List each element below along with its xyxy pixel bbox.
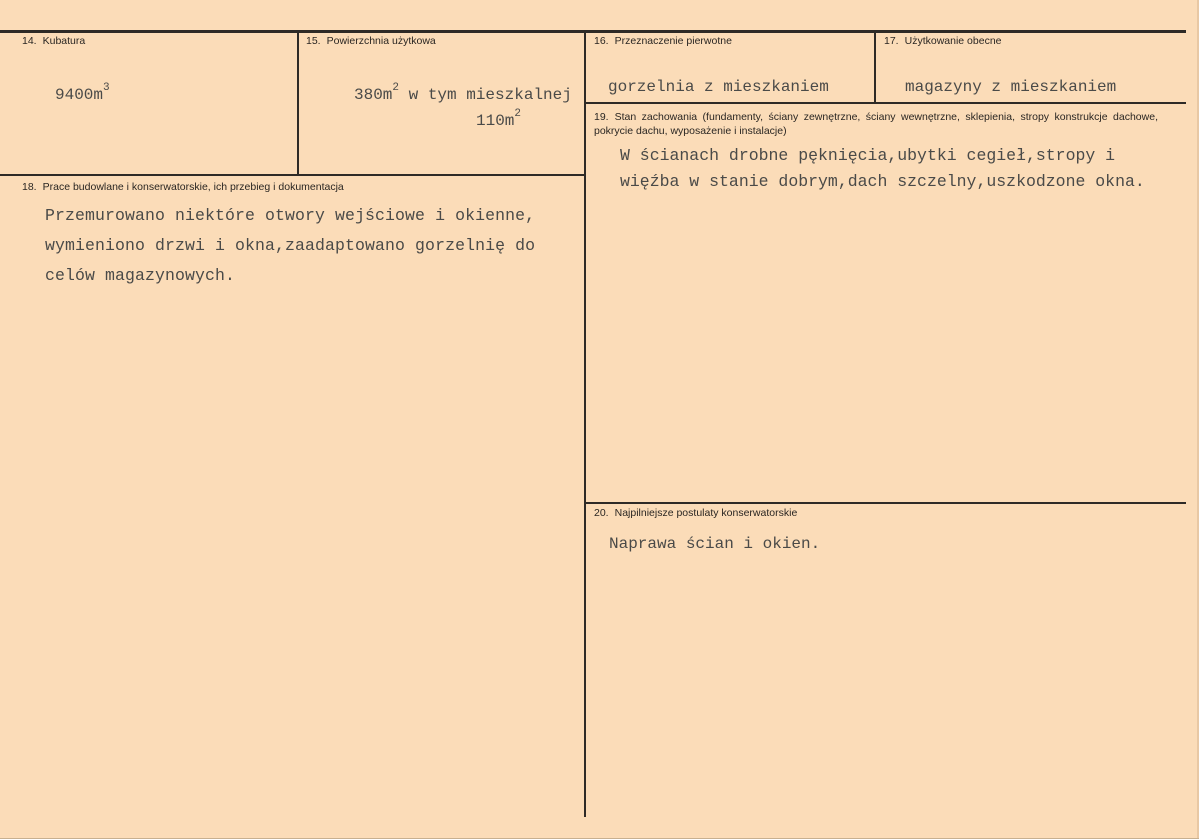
field-15-number: 15. bbox=[306, 35, 321, 47]
field-16-title: Przeznaczenie pierwotne bbox=[614, 35, 732, 47]
field-17-value: magazyny z mieszkaniem bbox=[905, 78, 1117, 96]
field-19-text bbox=[620, 143, 1145, 195]
field-20-label bbox=[594, 507, 797, 519]
field-20-title: Najpilniejsze postulaty konserwatorskie bbox=[614, 507, 798, 519]
field-20-value: Naprawa ścian i okien. bbox=[609, 535, 821, 553]
rule-under-16-17 bbox=[585, 102, 1186, 104]
field-18-title: Prace budowlane i konserwatorskie, ich przebieg i dokumentacja bbox=[42, 181, 344, 193]
divider-14-15 bbox=[297, 32, 299, 175]
field-17-number: 17. bbox=[884, 35, 899, 47]
area-residential-value: 110m bbox=[476, 112, 515, 130]
area-total-value: 380m bbox=[354, 86, 393, 104]
field-15-value-line2 bbox=[476, 108, 522, 130]
field-18-line-2: wymieniono drzwi i okna,zaadaptowano gorzelnię do bbox=[45, 236, 536, 255]
field-15-value-line1 bbox=[354, 82, 572, 104]
field-19-line-1: W ścianach drobne pęknięcia,ubytki cegieł,stropy i bbox=[620, 146, 1116, 165]
field-14-value bbox=[55, 82, 110, 104]
area-residential-exponent: 2 bbox=[514, 108, 522, 120]
field-19-label bbox=[594, 110, 1158, 138]
field-18-label bbox=[22, 181, 344, 193]
field-17-label bbox=[884, 35, 1002, 47]
field-19-number: 19. bbox=[594, 111, 609, 123]
field-18-line-3: celów magazynowych. bbox=[45, 266, 236, 285]
divider-left-right bbox=[584, 32, 586, 817]
field-14-number: 14. bbox=[22, 35, 37, 47]
area-total-exponent: 2 bbox=[392, 82, 400, 94]
area-residential-label: w tym mieszkalnej bbox=[399, 86, 572, 104]
field-18-number: 18. bbox=[22, 181, 37, 193]
field-14-title: Kubatura bbox=[42, 35, 86, 47]
field-19-title: Stan zachowania (fundamenty, ściany zewnętrzne, ściany wewnętrzne, sklepienia, stropy konstrukcje dachowe, pokrycie dachu, wyposażenie i instalacje) bbox=[594, 111, 1158, 137]
kubatura-value: 9400m bbox=[55, 86, 104, 104]
field-15-label bbox=[306, 35, 436, 47]
field-18-line-1: Przemurowano niektóre otwory wejściowe i okienne, bbox=[45, 206, 536, 225]
field-15-title: Powierzchnia użytkowa bbox=[326, 35, 436, 47]
divider-16-17 bbox=[874, 32, 876, 102]
field-17-title: Użytkowanie obecne bbox=[904, 35, 1002, 47]
rule-under-14-15 bbox=[0, 174, 585, 176]
field-16-number: 16. bbox=[594, 35, 609, 47]
rule-above-20 bbox=[585, 502, 1186, 504]
top-rule bbox=[0, 30, 1186, 33]
field-20-number: 20. bbox=[594, 507, 609, 519]
field-18-text bbox=[45, 201, 535, 291]
kubatura-unit-exponent: 3 bbox=[103, 82, 110, 94]
field-16-label bbox=[594, 35, 732, 47]
field-16-value: gorzelnia z mieszkaniem bbox=[608, 78, 829, 96]
field-19-line-2: więźba w stanie dobrym,dach szczelny,uszkodzone okna. bbox=[620, 172, 1145, 191]
field-14-label bbox=[22, 35, 85, 47]
